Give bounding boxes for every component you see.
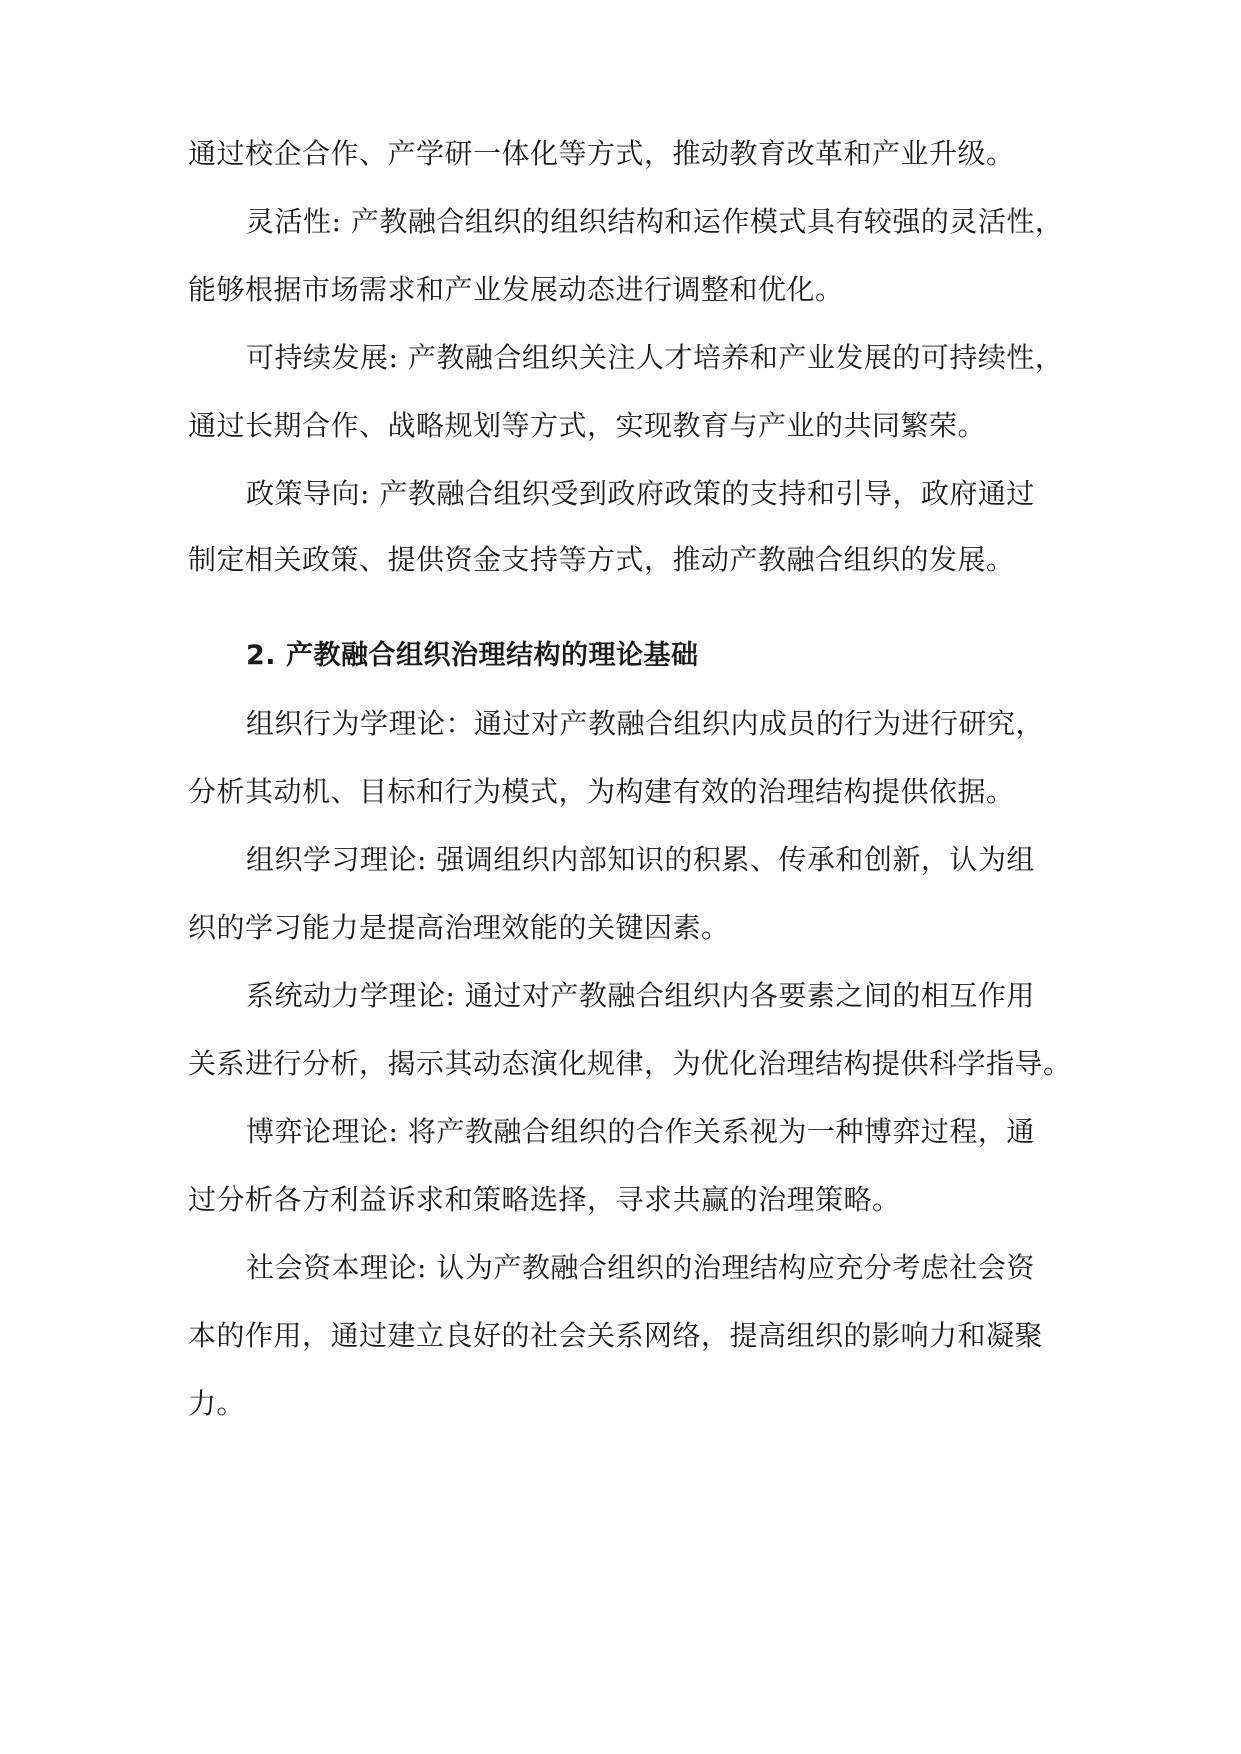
paragraph-line: 能够根据市场需求和产业发展动态进行调整和优化。 [188,273,844,306]
paragraph-line: 组织行为学理论：通过对产教融合组织内成员的行为进行研究， [246,707,1045,740]
paragraph-line: 分析其动机、目标和行为模式，为构建有效的治理结构提供依据。 [188,775,1015,808]
paragraph-line: 灵活性: 产教融合组织的组织结构和运作模式具有较强的灵活性， [246,205,1064,238]
paragraph-line: 本的作用，通过建立良好的社会关系网络，提高组织的影响力和凝聚 [188,1319,1044,1352]
paragraph-line: 政策导向: 产教融合组织受到政府政策的支持和引导，政府通过 [246,477,1035,510]
paragraph-line: 博弈论理论: 将产教融合组织的合作关系视为一种博弈过程，通 [246,1115,1035,1148]
paragraph-line: 通过校企合作、产学研一体化等方式，推动教育改革和产业升级。 [188,137,1015,170]
paragraph-line: 过分析各方利益诉求和策略选择，寻求共赢的治理策略。 [188,1183,901,1216]
paragraph-line: 力。 [188,1387,246,1420]
paragraph-line: 社会资本理论: 认为产教融合组织的治理结构应充分考虑社会资 [246,1251,1035,1284]
paragraph-line: 通过长期合作、战略规划等方式，实现教育与产业的共同繁荣。 [188,409,987,442]
paragraph-line: 制定相关政策、提供资金支持等方式，推动产教融合组织的发展。 [188,543,1015,576]
section-heading: 2. 产教融合组织治理结构的理论基础 [246,640,699,671]
paragraph-line: 织的学习能力是提高治理效能的关键因素。 [188,911,730,944]
paragraph-line: 关系进行分析，揭示其动态演化规律，为优化治理结构提供科学指导。 [188,1047,1072,1080]
paragraph-line: 组织学习理论: 强调组织内部知识的积累、传承和创新，认为组 [246,843,1035,876]
paragraph-line: 可持续发展: 产教融合组织关注人才培养和产业发展的可持续性， [246,341,1064,374]
paragraph-line: 系统动力学理论: 通过对产教融合组织内各要素之间的相互作用 [246,979,1035,1012]
